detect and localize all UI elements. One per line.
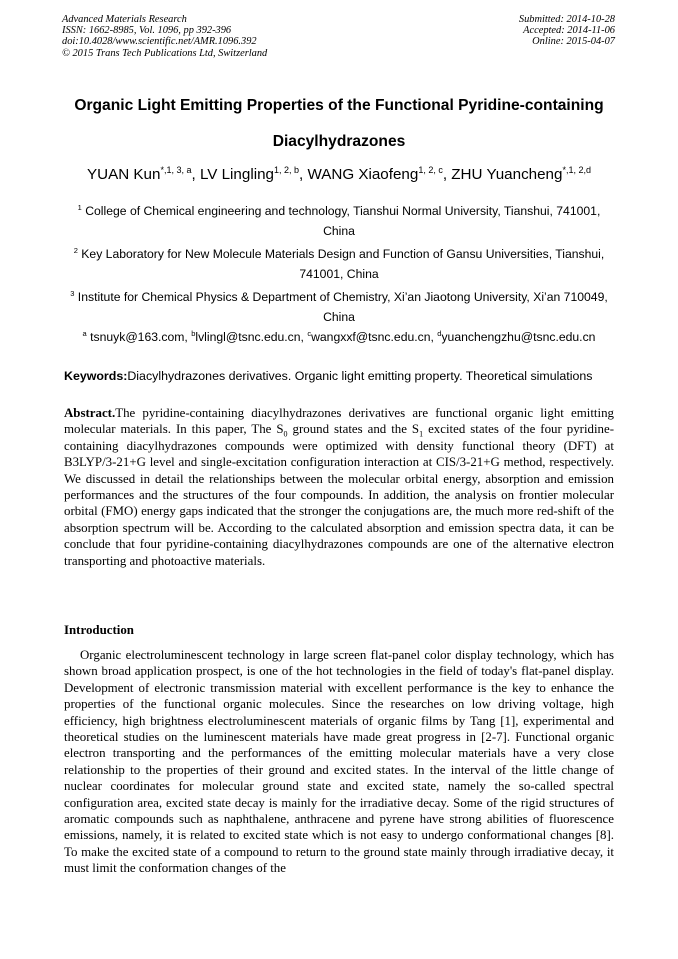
journal-header-right	[519, 14, 615, 48]
accepted-date: Accepted: 2014-11-06	[523, 25, 615, 37]
keywords	[64, 369, 624, 383]
keywords-label: Keywords:	[64, 369, 128, 383]
online-date: Online: 2015-04-07	[532, 36, 615, 48]
email-marker: a	[82, 328, 87, 338]
author-list	[20, 166, 658, 183]
email-address[interactable]: tsnuyk@163.com,	[86, 330, 192, 344]
email-marker: b	[191, 328, 196, 338]
abstract-text-part: excited states of the four pyridine-containing diacylhydrazones compounds were optimized with density functional theory (DFT) at B3LYP/3-21+G level and single-excitation configuration interaction at CIS/3-21+G method, respectively. We discussed in detail the relationships between the molecular orbital energy, absorption and emission performances and the structures of the four compounds. In addition, the analysis on frontier molecular orbital (FMO) energy gaps indicated that the stronger the conjugations are, the much more red-shift of the absorption spectrum will be. According to the calculated absorption and emission spectra data, it can be conclude that four pyridine-containing diacylhydrazones compounds are one of the alternative electron transporting and photoactive materials.	[64, 422, 615, 568]
abstract-text-part: The pyridine-containing diacylhydrazones derivatives are functional organic light emitting molecular materials. In this paper, The S	[64, 406, 614, 437]
author-name: YUAN Kun	[87, 166, 161, 183]
affiliation-marker: 3	[70, 288, 75, 298]
author-separator: ,	[442, 166, 452, 183]
email-address[interactable]: wangxxf@tsnc.edu.cn,	[311, 330, 438, 344]
affiliation-text: Institute for Chemical Physics & Department of Chemistry, Xi’an Jiaotong University, Xi’an 710049, China	[74, 290, 608, 324]
submitted-date: Submitted: 2014-10-28	[518, 14, 615, 25]
doi-line[interactable]: doi:10.4028/www.scientific.net/AMR.1096.392	[62, 36, 257, 48]
email-marker: d	[437, 328, 442, 338]
email-address[interactable]: yuanchengzhu@tsnc.edu.cn	[441, 330, 596, 344]
author-affiliation-marker: 1, 2, b	[273, 164, 299, 175]
author-name: ZHU Yuancheng	[451, 166, 563, 183]
title-line-1: Organic Light Emitting Properties of the Functional Pyridine-containing	[74, 97, 604, 114]
subscript: 0	[283, 429, 288, 439]
introduction-paragraph: Organic electroluminescent technology in large screen flat-panel color display technology, which has shown broad application prospect, is one of the hot technologies in the field of today's flat-panel display. Development of electronic transmission material with excellent performance is the key to enhance the properties of the functional organic molecules. Since the researches on low driving voltage, high efficiency, high brightness electroluminescent materials of organic films by Tang [1], experimental and theoretical studies on the luminescent materials have made great progress in [2-7]. Functional organic electron transporting and the performances of the emitting molecular materials have a very close relationship to the properties of their ground and excited states. In the interval of the little change of nuclear coordinates for molecular ground state and excited state, namely the so-called spectral configuration area, excited state decay is mainly for the irradiative decay. Some of the rigid structures of aromatic compounds such as naphthalene, anthracene and pyrene have strong abilities of fluorescence emissions, namely, it is related to excited state which is not easy to undergo conformational changes [8]. To make the excited state of a compound to return to the ground state mainly through irradiative decay, it must limit the conformation changes of the	[64, 648, 614, 876]
introduction-heading: Introduction	[64, 623, 134, 637]
affiliation-marker: 1	[77, 202, 82, 212]
title-line-2: Diacylhydrazones	[272, 133, 406, 150]
issn-line: ISSN: 1662-8985, Vol. 1096, pp 392-396	[62, 25, 232, 37]
affiliation-marker: 2	[73, 245, 78, 255]
author-separator: ,	[191, 166, 200, 183]
affiliation-text: College of Chemical engineering and technology, Tianshui Normal University, Tianshui, 741001, China	[81, 204, 601, 238]
journal-header-left	[62, 14, 267, 59]
subscript: 1	[419, 429, 424, 439]
author-name: WANG Xiaofeng	[307, 166, 419, 183]
affiliation-text: Key Laboratory for New Molecule Materials Design and Function of Gansu Universities, Tianshui, 741001, China	[77, 247, 605, 281]
paper-title	[40, 88, 638, 160]
copyright-line: © 2015 Trans Tech Publications Ltd, Switzerland	[62, 47, 268, 59]
affiliation-2	[62, 245, 616, 284]
journal-name: Advanced Materials Research	[62, 14, 187, 25]
email-list	[40, 330, 638, 344]
affiliation-3	[62, 288, 616, 327]
email-marker: c	[307, 328, 312, 338]
author-affiliation-marker: 1, 2, c	[418, 164, 443, 175]
keywords-text: Diacylhydrazones derivatives. Organic light emitting property. Theoretical simulations	[127, 369, 593, 383]
affiliation-1	[62, 202, 616, 241]
email-address[interactable]: lvlingl@tsnc.edu.cn,	[195, 330, 308, 344]
abstract-label: Abstract.	[64, 406, 116, 420]
author-affiliation-marker: *,1, 2,d	[562, 164, 591, 175]
abstract-text-part: ground states and the S	[287, 422, 420, 437]
author-affiliation-marker: *,1, 3, a	[160, 164, 192, 175]
author-name: LV Lingling	[199, 166, 274, 183]
author-separator: ,	[299, 166, 308, 183]
abstract-paragraph	[64, 405, 614, 569]
